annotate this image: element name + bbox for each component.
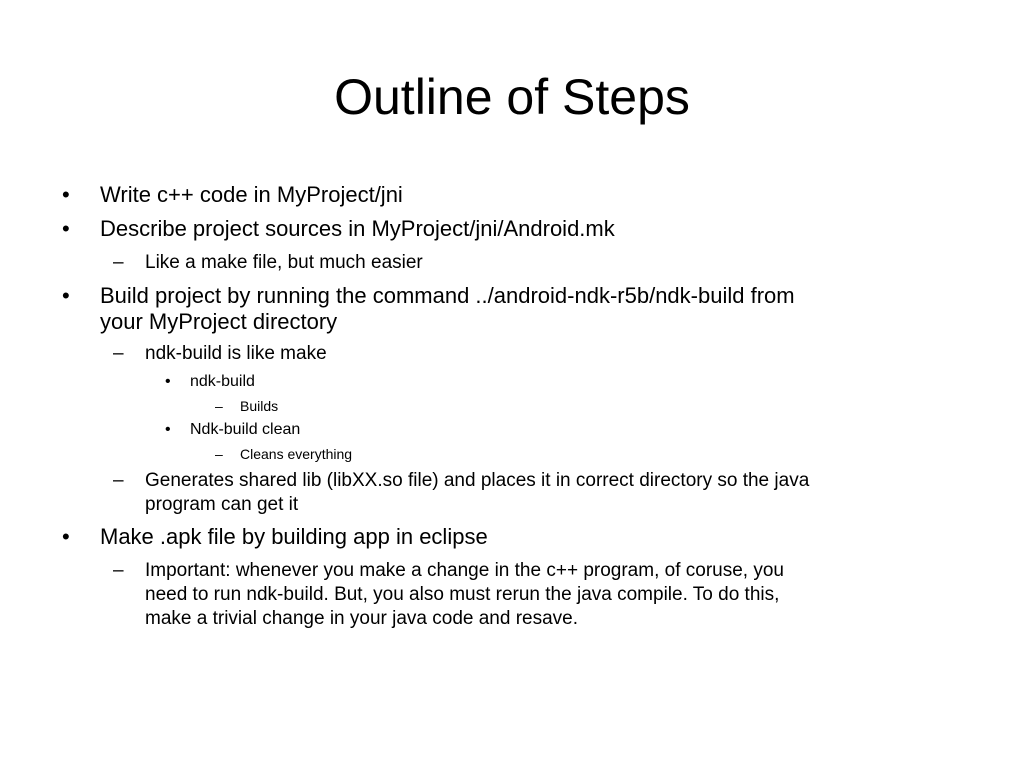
sub-bullet-text: ndk-build is like make	[145, 343, 327, 364]
level3-bullet-text: Ndk-build clean	[190, 421, 301, 438]
dash-marker: –	[113, 252, 124, 273]
bullet-marker: •	[165, 373, 171, 390]
bullet-text: Describe project sources in MyProject/jni/Android.mk	[100, 216, 615, 241]
level4-bullet-text: Cleans everything	[240, 446, 353, 462]
sub-bullet-text-line-1: Generates shared lib (libXX.so file) and places it in correct directory so the java	[145, 470, 810, 491]
bullet-marker: •	[62, 283, 70, 308]
dash-marker: –	[113, 343, 124, 364]
bullet-text-line-2: your MyProject directory	[100, 309, 338, 334]
sub-bullet-text-line-2: need to run ndk-build. But, you also must rerun the java compile. To do this,	[145, 584, 780, 605]
dash-marker: –	[215, 398, 223, 414]
sub-bullet-text-line-3: make a trivial change in your java code and resave.	[145, 608, 579, 629]
sub-bullet-text-line-2: program can get it	[145, 494, 299, 515]
bullet-text: Write c++ code in MyProject/jni	[100, 182, 403, 207]
bullet-text-line-1: Build project by running the command ../android-ndk-r5b/ndk-build from	[100, 283, 795, 308]
level3-bullet-text: ndk-build	[190, 373, 255, 390]
bullet-marker: •	[62, 524, 70, 549]
bullet-marker: •	[165, 421, 171, 438]
sub-bullet-text-line-1: Important: whenever you make a change in the c++ program, of coruse, you	[145, 560, 784, 581]
dash-marker: –	[215, 446, 223, 462]
bullet-marker: •	[62, 216, 70, 241]
sub-bullet-text: Like a make file, but much easier	[145, 252, 423, 273]
slide-title: Outline of Steps	[334, 69, 690, 125]
bullet-text: Make .apk file by building app in eclipse	[100, 524, 488, 549]
level4-bullet-text: Builds	[240, 398, 279, 414]
dash-marker: –	[113, 470, 124, 491]
dash-marker: –	[113, 560, 124, 581]
bullet-marker: •	[62, 182, 70, 207]
